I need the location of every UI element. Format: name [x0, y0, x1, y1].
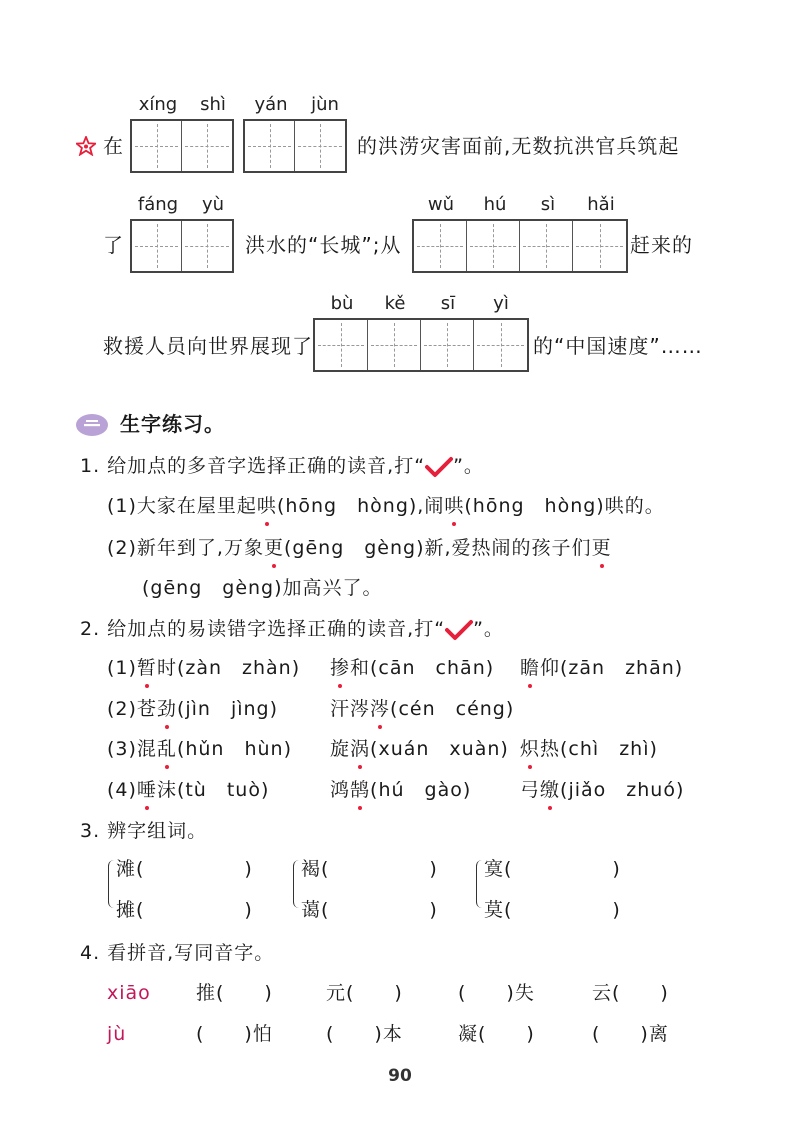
q2-item: [330, 736, 509, 762]
dotted-char: 涡: [350, 738, 371, 760]
page-number: 90: [388, 1066, 412, 1086]
q1-line-1: [107, 493, 665, 519]
answer-box-group[interactable]: [412, 219, 628, 273]
row2-prefix: 了: [103, 233, 124, 257]
homophone-item: ( )本: [326, 1023, 403, 1045]
tian-grid-cell[interactable]: [315, 320, 368, 370]
dotted-char: 唾: [136, 779, 157, 801]
dotted-char: 乱: [156, 738, 177, 760]
dotted-char: 哄: [256, 495, 277, 517]
pinyin: fáng: [137, 194, 179, 215]
tian-grid-cell[interactable]: [245, 121, 295, 171]
tian-grid-cell[interactable]: [520, 221, 573, 271]
text: (hǔn hùn): [176, 738, 293, 760]
word-pair-top: 滩( ): [116, 858, 253, 880]
check-icon: [445, 619, 473, 641]
dotted-char: 瞻: [520, 657, 541, 679]
pinyin-prompt: jù: [107, 1023, 127, 1045]
pinyin: bù: [330, 293, 354, 314]
text: 沫(tù tuò): [156, 779, 270, 801]
dotted-char: 涔: [370, 698, 391, 720]
pinyin: hǎi: [587, 194, 615, 215]
section-title: 生字练习。: [120, 412, 225, 436]
homophone-item: 元( ): [326, 982, 403, 1004]
q2-item: [330, 696, 514, 722]
text: (1): [107, 657, 137, 679]
q1-line-3: (gēng gèng)加高兴了。: [142, 577, 383, 599]
q2-item: [107, 777, 269, 803]
question-title-text: 2. 给加点的易读错字选择正确的读音,打“: [80, 618, 446, 640]
word-pair-bottom: 蔼( ): [301, 899, 438, 921]
dotted-char: 掺: [330, 657, 351, 679]
tian-grid-cell[interactable]: [132, 221, 182, 271]
text: (1)大家在屋里起: [107, 495, 257, 517]
text: (4): [107, 779, 137, 801]
pinyin: shì: [200, 94, 226, 115]
pinyin-prompt: xiāo: [107, 982, 151, 1004]
tian-grid-cell[interactable]: [414, 221, 467, 271]
tian-grid-cell[interactable]: [421, 320, 474, 370]
q2-item: [330, 655, 494, 681]
homophone-item: ( )离: [592, 1023, 669, 1045]
text: 弓: [520, 779, 541, 801]
text: (cén céng): [390, 698, 515, 720]
text: 鸿: [330, 779, 351, 801]
check-icon: [425, 456, 453, 478]
dotted-char: 暂: [136, 657, 157, 679]
q2-item: [330, 777, 471, 803]
pinyin: yì: [493, 293, 509, 314]
text: (jiǎo zhuó): [560, 779, 685, 801]
dotted-char: 更: [591, 537, 612, 559]
tian-grid-cell[interactable]: [182, 121, 232, 171]
section-badge-icon: [75, 413, 109, 437]
text: (3)混: [107, 738, 157, 760]
text: 仰(zān zhān): [540, 657, 684, 679]
q2-item: [107, 655, 300, 681]
text: (2)苍: [107, 698, 157, 720]
q2-item: [520, 736, 658, 762]
pinyin: xíng: [138, 94, 178, 115]
tian-grid-cell[interactable]: [474, 320, 527, 370]
answer-box-group[interactable]: [243, 119, 347, 173]
question-title-text: 1. 给加点的多音字选择正确的读音,打“: [80, 455, 426, 477]
row1-prefix: 在: [103, 134, 124, 158]
q2-item: [107, 696, 278, 722]
dotted-char: 更: [263, 537, 284, 559]
text: (hōng hòng)哄的。: [464, 495, 665, 517]
row1-suffix: 的洪涝灾害面前,无数抗洪官兵筑起: [357, 134, 680, 158]
text: (2)新年到了,万象: [107, 537, 264, 559]
answer-box-group[interactable]: [313, 318, 529, 372]
text: (gēng gèng)新,爱热闹的孩子们: [283, 537, 592, 559]
question-title-text: ”。: [473, 618, 504, 640]
dotted-char: 劲: [156, 698, 177, 720]
question-title-text: ”。: [453, 455, 484, 477]
q2-item: [520, 655, 683, 681]
text: (jìn jìng): [176, 698, 279, 720]
row3-suffix: 的“中国速度”……: [533, 334, 703, 358]
tian-grid-cell[interactable]: [368, 320, 421, 370]
pinyin: yù: [201, 194, 225, 215]
question-3-title: 3. 辨字组词。: [80, 820, 208, 842]
word-pair-top: 寞( ): [484, 858, 621, 880]
word-pair-top: 褐( ): [301, 858, 438, 880]
star-icon: [76, 136, 96, 156]
word-pair-bottom: 莫( ): [484, 899, 621, 921]
homophone-item: 云( ): [592, 982, 669, 1004]
text: (xuán xuàn): [370, 738, 509, 760]
pinyin: kě: [384, 293, 406, 314]
answer-box-group[interactable]: [130, 219, 234, 273]
row3-prefix: 救援人员向世界展现了: [103, 334, 313, 358]
homophone-item: ( )怕: [196, 1023, 273, 1045]
text: 汗涔: [330, 698, 371, 720]
pinyin: sì: [540, 194, 556, 215]
text: 旋: [330, 738, 351, 760]
text: (hú gào): [370, 779, 472, 801]
q2-item: [107, 736, 292, 762]
pinyin: yán: [254, 94, 288, 115]
row2-suffix: 赶来的: [630, 233, 693, 257]
question-2-title: [80, 616, 504, 642]
question-4-title: 4. 看拼音,写同音字。: [80, 942, 275, 964]
tian-grid-cell[interactable]: [467, 221, 520, 271]
tian-grid-cell[interactable]: [295, 121, 345, 171]
dotted-char: 鹄: [350, 779, 371, 801]
pinyin: wǔ: [427, 194, 455, 215]
homophone-item: 推( ): [196, 982, 273, 1004]
homophone-item: ( )失: [458, 982, 535, 1004]
tian-grid-cell[interactable]: [182, 221, 232, 271]
word-pair-bottom: 摊( ): [116, 899, 253, 921]
answer-box-group[interactable]: [130, 119, 234, 173]
pinyin: sī: [440, 293, 456, 314]
homophone-item: 凝( ): [458, 1023, 535, 1045]
text: 和(cān chān): [350, 657, 495, 679]
tian-grid-cell[interactable]: [573, 221, 626, 271]
pinyin: hú: [483, 194, 507, 215]
dotted-char: 哄: [444, 495, 465, 517]
q2-item: [520, 777, 684, 803]
tian-grid-cell[interactable]: [132, 121, 182, 171]
dotted-char: 炽: [520, 738, 541, 760]
pinyin: jùn: [311, 94, 339, 115]
text: (hōng hòng),闹: [276, 495, 445, 517]
row2-middle: 洪水的“长城”;从: [245, 233, 402, 257]
text: 时(zàn zhàn): [156, 657, 301, 679]
q1-line-2: [107, 535, 612, 561]
text: 热(chì zhì): [540, 738, 658, 760]
dotted-char: 缴: [540, 779, 561, 801]
question-1-title: [80, 453, 484, 479]
